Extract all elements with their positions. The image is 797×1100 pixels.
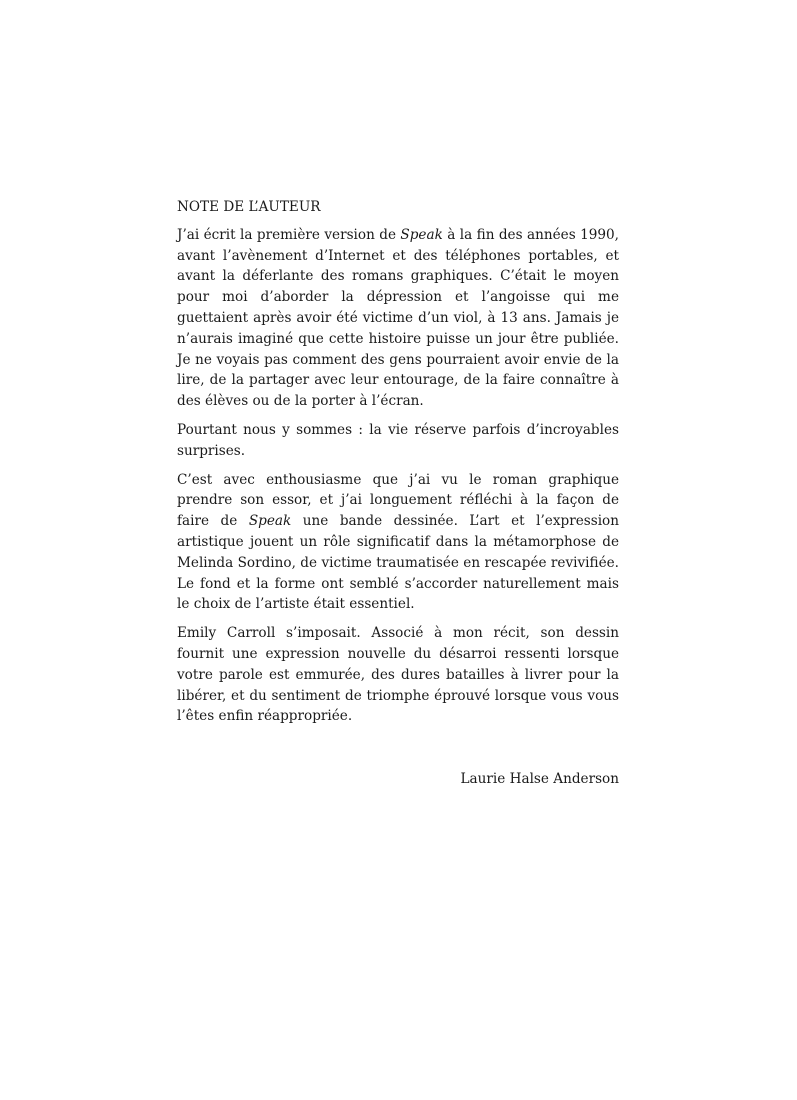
note-heading: NOTE DE L’AUTEUR: [177, 199, 321, 215]
paragraph-4: Emily Carroll s’imposait. Associé à mon récit, son dessin fournit une expression nouvelle du désarroi ressenti lorsque votre parole est emmurée, des dures batailles à livrer pour la libérer, et du sentiment de triomphe éprouvé lorsque vous vous l’êtes enfin réappropriée.: [177, 625, 619, 725]
book-title: Speak: [400, 226, 443, 243]
author-note: [177, 197, 619, 790]
paragraph-2: Pourtant nous y sommes : la vie réserve parfois d’incroyables surprises.: [177, 421, 619, 459]
author-signature: Laurie Halse Anderson: [460, 771, 619, 788]
paragraph-1: J’ai écrit la première version de Speak à la fin des années 1990, avant l’avènement d’Internet et des téléphones portables, et avant la déferlante des romans graphiques. C’était le moyen pour moi d’aborder la dépression et l’angoisse qui me guettaient après avoir été victime d’un viol, à 13 ans. Jamais je n’aurais imaginé que cette histoire puisse un jour être publiée. Je ne voyais pas comment des gens pourraient avoir envie de la lire, de la partager avec leur entourage, de la faire connaître à des élèves ou de la porter à l’écran.: [177, 226, 619, 410]
paragraph-3: C’est avec enthousiasme que j’ai vu le roman graphique prendre son essor, et j’ai longuement réfléchi à la façon de faire de Speak une bande dessinée. L’art et l’expression artistique jouent un rôle significatif dans la métamorphose de Melinda Sordino, de victime traumatisée en rescapée revivifiée. Le fond et la forme ont semblé s’accorder naturellement mais le choix de l’artiste était essentiel.: [177, 471, 619, 613]
book-title: Speak: [248, 513, 292, 530]
